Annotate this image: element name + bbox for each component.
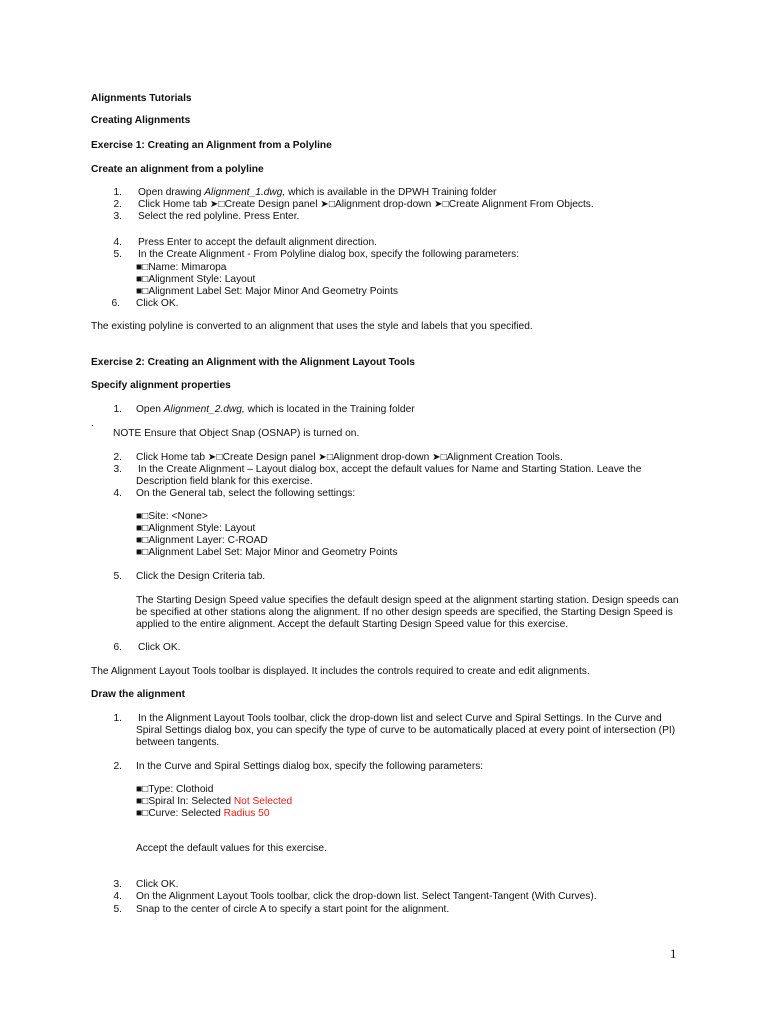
bullet-icon: ■□ <box>136 511 149 522</box>
bullet-icon: ■□ <box>136 535 149 546</box>
design-para-line: applied to the entire alignment. Accept the default Starting Design Speed value for this exercise. <box>136 619 569 630</box>
ex2-step-3-line1: In the Create Alignment – Layout dialog box, accept the default values for Name and Starting Station. Leave the <box>138 464 642 475</box>
ex2-summary: The Alignment Layout Tools toolbar is displayed. It includes the controls required to create and edit alignments. <box>91 666 590 677</box>
ex1-step-3: Select the red polyline. Press Enter. <box>138 211 300 222</box>
bullet-icon: ■□ <box>136 547 149 558</box>
bullet-icon: ■□ <box>136 796 149 807</box>
draw-step-1-line: between tangents. <box>136 737 220 748</box>
step-number: 1. <box>113 187 122 198</box>
bullet-icon: ■□ <box>136 808 149 819</box>
step-number: 1. <box>113 404 122 415</box>
design-para-line: The Starting Design Speed value specifies the default design speed at the alignment starting station. Design speeds can <box>136 595 679 606</box>
exercise-2-subheading: Specify alignment properties <box>91 380 231 391</box>
ex1-summary: The existing polyline is converted to an alignment that uses the style and labels that you specified. <box>91 321 533 332</box>
exercise-1-heading: Exercise 1: Creating an Alignment from a Polyline <box>91 140 332 151</box>
draw-step-1-line: In the Alignment Layout Tools toolbar, click the drop-down list and select Curve and Spiral Settings. In the Curve and <box>138 713 662 724</box>
ex2-setting-labelset: ■□Alignment Label Set: Major Minor and Geometry Points <box>136 547 398 558</box>
ex2-step-2: Click Home tab ➤□Create Design panel ➤□Alignment drop-down ➤□Alignment Creation Tools. <box>136 452 563 463</box>
step-number: 4. <box>113 891 122 902</box>
draw-step-2: In the Curve and Spiral Settings dialog box, specify the following parameters: <box>136 761 484 772</box>
ex2-setting-style: ■□Alignment Style: Layout <box>136 523 256 534</box>
ex1-step-1: Open drawing Alignment_1.dwg, which is available in the DPWH Training folder <box>138 187 497 198</box>
section-heading: Creating Alignments <box>91 115 191 126</box>
step-number: 3. <box>113 879 122 890</box>
step-number: 5. <box>113 904 122 915</box>
step-number: 6. <box>111 298 120 309</box>
stray-dot: . <box>91 418 94 429</box>
bullet-icon: ■□ <box>136 286 149 297</box>
draw-step-1-line: Spiral Settings dialog box, you can specify the type of curve to be automatically placed at every point of intersection (PI) <box>136 725 676 736</box>
ex2-setting-layer: ■□Alignment Layer: C-ROAD <box>136 535 268 546</box>
draw-step-4: On the Alignment Layout Tools toolbar, click the drop-down list. Select Tangent-Tangent (With Curves). <box>136 891 597 902</box>
bullet-icon: ■□ <box>136 274 149 285</box>
ex1-step-6: Click OK. <box>136 298 179 309</box>
ex1-step-2: Click Home tab ➤□Create Design panel ➤□Alignment drop-down ➤□Create Alignment From Objects. <box>138 199 594 210</box>
step-number: 2. <box>113 761 122 772</box>
bullet-icon: ■□ <box>136 262 149 273</box>
draw-param-spiral: ■□Spiral In: Selected Not Selected <box>136 796 293 807</box>
draw-param-type: ■□Type: Clothoid <box>136 784 214 795</box>
bullet-icon: ■□ <box>136 784 149 795</box>
draw-accept-defaults: Accept the default values for this exercise. <box>136 843 327 854</box>
draw-param-curve: ■□Curve: Selected Radius 50 <box>136 808 270 819</box>
ex2-step-5: Click the Design Criteria tab. <box>136 571 266 582</box>
doc-title: Alignments Tutorials <box>91 93 192 104</box>
ex1-step-4: Press Enter to accept the default alignment direction. <box>138 237 377 248</box>
ex1-param-labelset: ■□Alignment Label Set: Major Minor And Geometry Points <box>136 286 399 297</box>
exercise-2-heading: Exercise 2: Creating an Alignment with the Alignment Layout Tools <box>91 357 415 368</box>
ex2-step-6: Click OK. <box>138 642 181 653</box>
ex2-step-3-line2: Description field blank for this exercise. <box>136 476 313 487</box>
highlight-text: Not Selected <box>233 796 293 807</box>
draw-step-5: Snap to the center of circle A to specify a start point for the alignment. <box>136 904 450 915</box>
step-number: 5. <box>113 571 122 582</box>
ex1-step-5: In the Create Alignment - From Polyline dialog box, specify the following parameters: <box>138 249 520 260</box>
bullet-icon: ■□ <box>136 523 149 534</box>
exercise-1-subheading: Create an alignment from a polyline <box>91 164 264 175</box>
draw-heading: Draw the alignment <box>91 689 185 700</box>
step-number: 3. <box>113 211 122 222</box>
step-number: 4. <box>113 237 122 248</box>
highlight-text: Radius 50 <box>223 808 270 819</box>
page-number: 1 <box>670 946 677 961</box>
step-number: 6. <box>113 642 122 653</box>
ex2-setting-site: ■□Site: <None> <box>136 511 208 522</box>
ex2-note: NOTE Ensure that Object Snap (OSNAP) is turned on. <box>113 428 360 439</box>
step-number: 3. <box>113 464 122 475</box>
step-number: 5. <box>113 249 122 260</box>
step-number: 2. <box>113 199 122 210</box>
ex2-step-4: On the General tab, select the following settings: <box>136 488 356 499</box>
design-para-line: be specified at other stations along the alignment. If no other design speeds are specified, the Starting Design Speed is <box>136 607 673 618</box>
step-number: 2. <box>113 452 122 463</box>
step-number: 1. <box>113 713 122 724</box>
ex1-param-style: ■□Alignment Style: Layout <box>136 274 256 285</box>
ex1-param-name: ■□Name: Mimaropa <box>136 262 227 273</box>
draw-step-3: Click OK. <box>136 879 179 890</box>
ex2-step-1: Open Alignment_2.dwg, which is located in the Training folder <box>136 404 415 415</box>
step-number: 4. <box>113 488 122 499</box>
